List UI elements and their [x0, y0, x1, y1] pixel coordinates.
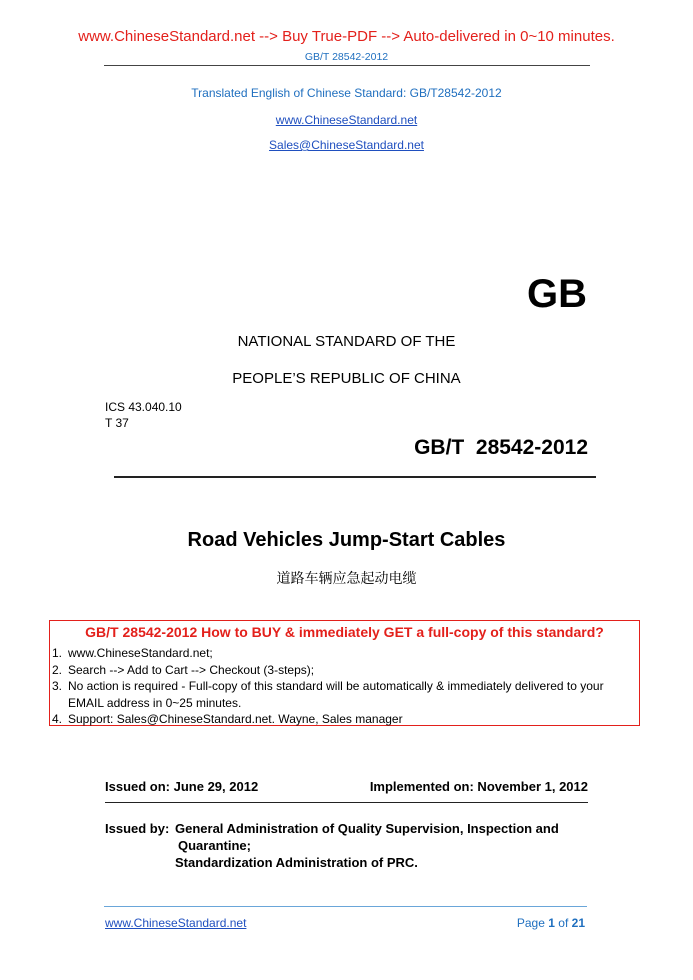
- email-link[interactable]: Sales@ChineseStandard.net: [269, 138, 424, 152]
- step-text: Search --> Add to Cart --> Checkout (3-steps);: [68, 662, 315, 677]
- issuer-line3: Standardization Administration of PRC.: [175, 855, 418, 870]
- implemented-on-date: Implemented on: November 1, 2012: [369, 779, 588, 794]
- issued-by-block: [105, 820, 559, 871]
- issuer-line2: Quarantine;: [178, 838, 251, 853]
- purchase-heading: GB/T 28542-2012 How to BUY & immediately GET a full-copy of this standard?: [85, 624, 604, 640]
- website-link-row: [0, 111, 693, 129]
- standard-number: GB/T 28542-2012: [414, 436, 588, 459]
- page-total: 21: [571, 916, 585, 930]
- ics-code: ICS 43.040.10: [105, 400, 182, 414]
- class-code: T 37: [105, 416, 129, 430]
- step-text: Support: Sales@ChineseStandard.net. Wayne, Sales manager: [68, 712, 403, 726]
- page-indicator: Page 1 of 21: [516, 916, 585, 930]
- national-standard-line1: NATIONAL STANDARD OF THE: [237, 333, 456, 350]
- step-text: No action is required - Full-copy of this standard will be automatically & immediately delivered to your EMAIL address in 0~25 minutes.: [68, 679, 604, 710]
- footer-website-link[interactable]: www.ChineseStandard.net: [105, 916, 247, 930]
- email-link-row: [0, 136, 693, 154]
- issued-on-date: Issued on: June 29, 2012: [105, 779, 259, 794]
- page-current: 1: [548, 916, 555, 930]
- purchase-info-box: [49, 620, 640, 726]
- footer-divider: [104, 906, 587, 907]
- translation-note: Translated English of Chinese Standard: GB/T28542-2012: [191, 86, 502, 100]
- purchase-steps: [52, 645, 640, 728]
- document-title: Road Vehicles Jump-Start Cables: [187, 529, 506, 551]
- document-title-chinese: 道路车辆应急起动电缆: [276, 570, 417, 586]
- standard-reference: GB/T 28542-2012: [304, 51, 389, 63]
- dates-divider: [105, 802, 588, 803]
- classification-block: [105, 399, 182, 431]
- standard-divider: [114, 476, 596, 478]
- list-item: 3. No action is required - Full-copy of this standard will be automatically & immediately delivered to your EMAIL address in 0~25 minutes.: [52, 679, 604, 710]
- list-item: 1. www.ChineseStandard.net;: [52, 646, 213, 660]
- website-link[interactable]: www.ChineseStandard.net: [275, 113, 418, 127]
- step-text[interactable]: www.ChineseStandard.net;: [68, 646, 213, 660]
- issuer-line1: General Administration of Quality Supervision, Inspection and: [175, 821, 559, 836]
- issued-by-label: Issued by:: [105, 821, 170, 836]
- list-item: 2. Search --> Add to Cart --> Checkout (3-steps);: [52, 662, 315, 677]
- national-standard-line2: PEOPLE’S REPUBLIC OF CHINA: [232, 370, 461, 387]
- list-item: 4. Support: Sales@ChineseStandard.net. Wayne, Sales manager: [52, 712, 403, 726]
- header-divider: [104, 65, 590, 66]
- gb-mark: GB: [527, 272, 587, 316]
- top-banner[interactable]: www.ChineseStandard.net --> Buy True-PDF --> Auto-delivered in 0~10 minutes.: [78, 28, 615, 45]
